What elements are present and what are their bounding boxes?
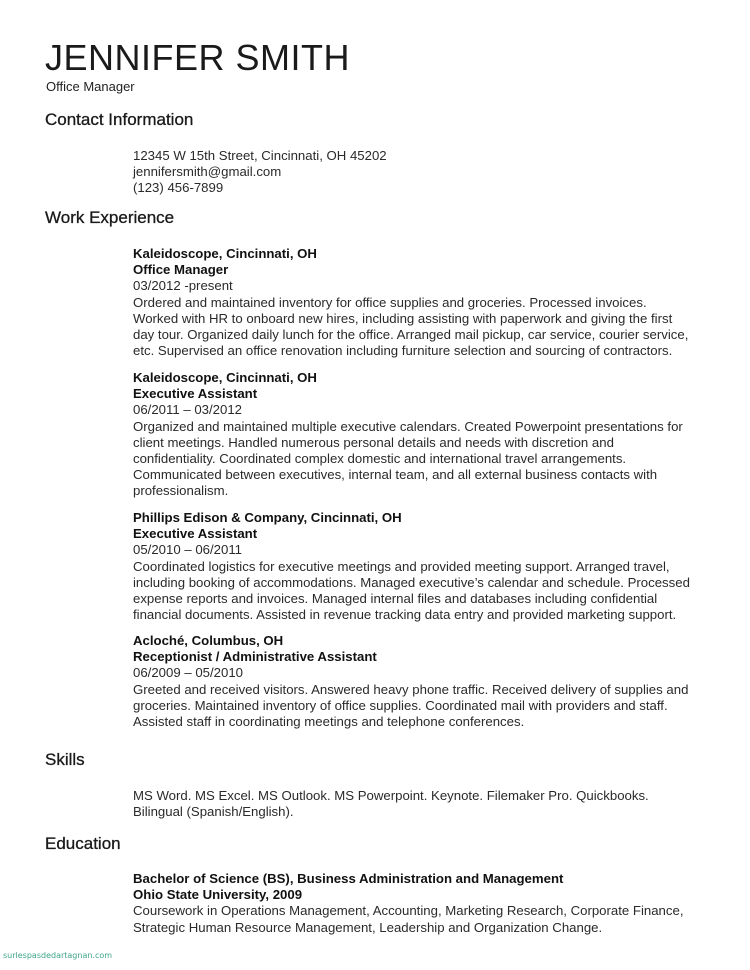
job-description-line: etc. Supervised an office renovation including furniture selection and sourcing of contractors. [133, 343, 673, 359]
job-description-line: professionalism. [133, 483, 229, 499]
skills-line: MS Word. MS Excel. MS Outlook. MS Powerpoint. Keynote. Filemaker Pro. Quickbooks. [133, 788, 649, 803]
job-role: Executive Assistant [133, 526, 258, 542]
contact-heading: Contact Information [45, 110, 194, 129]
job-entry [133, 633, 723, 730]
job-description-line: Greeted and received visitors. Answered heavy phone traffic. Received delivery of supplies and [133, 681, 689, 697]
job-company: Kaleidoscope, Cincinnati, OH [133, 246, 317, 261]
job-role: Receptionist / Administrative Assistant [133, 649, 377, 665]
skills-block [133, 788, 723, 820]
job-description-line: day tour. Organized daily lunch for the office. Arranged mail pickup, car service, courier service, [133, 327, 689, 343]
skills-line: Bilingual (Spanish/English). [133, 804, 294, 820]
job-role: Executive Assistant [133, 386, 258, 402]
job-entry [133, 246, 723, 359]
job-entry [133, 370, 723, 500]
job-description-line: client meetings. Handled numerous personal details and needs with discretion and [133, 434, 614, 450]
job-description-line: Worked with HR to onboard new hires, including assisting with paperwork and giving the first [133, 310, 673, 326]
skills-heading: Skills [45, 750, 85, 769]
job-dates: 06/2009 – 05/2010 [133, 665, 244, 681]
contact-phone: (123) 456-7899 [133, 180, 224, 196]
job-dates: 03/2012 -present [133, 278, 233, 294]
job-dates: 06/2011 – 03/2012 [133, 402, 243, 418]
job-description-line: Coordinated logistics for executive meetings and provided meeting support. Arranged travel, [133, 558, 670, 574]
candidate-name: JENNIFER SMITH [45, 37, 351, 78]
education-coursework-line: Strategic Human Resource Management, Leadership and Organization Change. [133, 919, 603, 935]
job-description-line: confidentiality. Coordinated complex domestic and international travel arrangements. [133, 451, 627, 467]
job-entry [133, 510, 723, 623]
contact-block [133, 148, 723, 197]
job-description-line: Organized and maintained multiple executive calendars. Created Powerpoint presentations for [133, 418, 683, 434]
job-description-line: Ordered and maintained inventory for office supplies and groceries. Processed invoices. [133, 294, 647, 310]
job-dates: 05/2010 – 06/2011 [133, 542, 243, 558]
education-block [133, 871, 723, 936]
education-degree: Bachelor of Science (BS), Business Administration and Management [133, 871, 564, 886]
job-company: Kaleidoscope, Cincinnati, OH [133, 370, 317, 385]
work-heading: Work Experience [45, 208, 175, 227]
education-school: Ohio State University, 2009 [133, 887, 303, 903]
job-description-line: Communicated between executives, internal team, and all external business contacts with [133, 467, 658, 483]
candidate-title: Office Manager [46, 79, 135, 94]
job-company: Phillips Edison & Company, Cincinnati, OH [133, 510, 402, 525]
contact-address: 12345 W 15th Street, Cincinnati, OH 45202 [133, 148, 387, 163]
job-description-line: financial documents. Assisted in revenue tracking data entry and provided marketing support. [133, 607, 677, 623]
contact-email: jennifersmith@gmail.com [133, 164, 282, 180]
job-role: Office Manager [133, 262, 229, 278]
watermark-text: surlespasdedartagnan.com [3, 951, 113, 960]
education-coursework-line: Coursework in Operations Management, Accounting, Marketing Research, Corporate Finance, [133, 903, 684, 919]
job-company: Acloché, Columbus, OH [133, 633, 284, 648]
job-description-line: expense reports and invoices. Managed internal files and databases including confidential [133, 591, 658, 607]
education-heading: Education [45, 834, 121, 853]
job-description-line: groceries. Maintained inventory of office supplies. Coordinated mail with providers and staff. [133, 697, 668, 713]
job-description-line: including booking of accommodations. Managed executive’s calendar and schedule. Processed [133, 574, 690, 590]
job-description-line: Assisted staff in coordinating meetings and telephone conferences. [133, 714, 525, 730]
